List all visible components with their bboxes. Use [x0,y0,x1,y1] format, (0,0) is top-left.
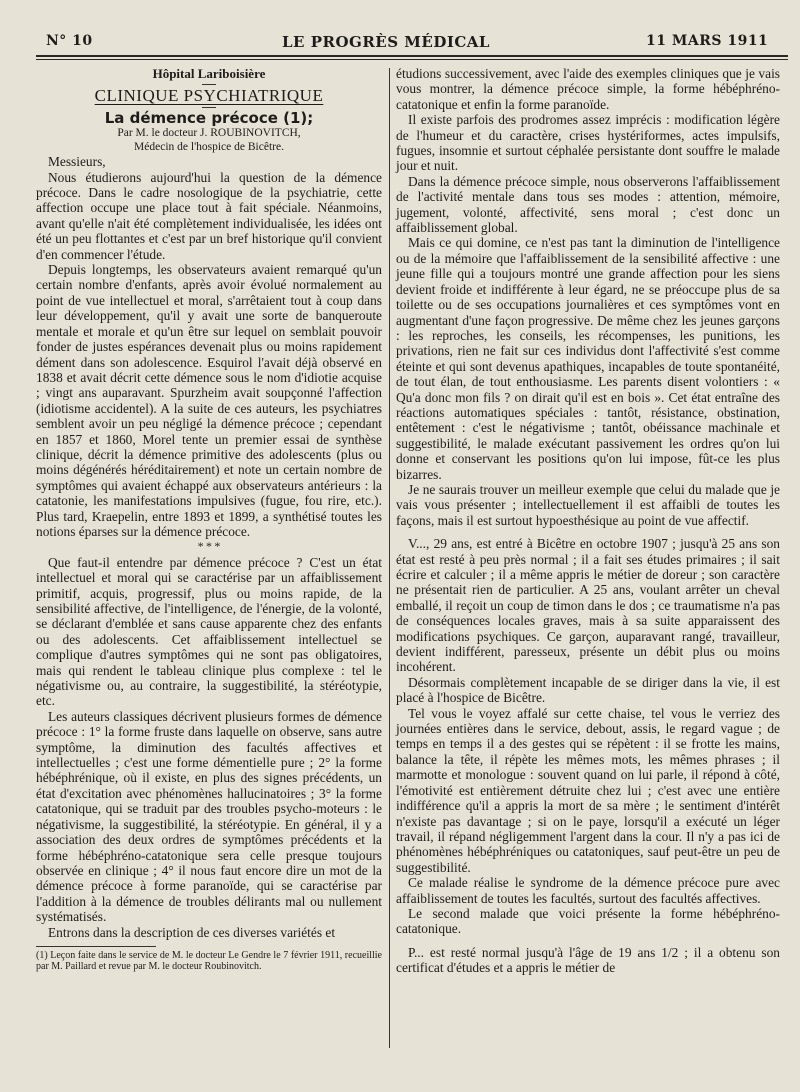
header-rule [36,55,788,57]
short-rule [202,107,216,108]
paragraph: Désormais complètement incapable de se diriger dans la vie, il est placé à l'hospice de Bicêtre. [396,674,780,706]
hospital-name: Hôpital Lariboisière [152,66,266,81]
paragraph: Les auteurs classiques décrivent plusieurs formes de démence précoce : 1° la forme fruste dans laquelle on observe, sans autre symptôme, la diminution des facultés affectives et intellectuelles ; c'est une forme démentielle pure ; 2° la forme hébéphrénique, où il existe, en plus des signes précédents, un état d'excitation avec phénomènes hallucinatoires ; 3° la forme catatonique, qui se traduit par des troubles psycho-moteurs : le négativisme, la suggestibilité, la stéréotypie. En général, il y a association des deux ordres de symptômes précédents et la forme hébéphréno-catatonique sera celle presque toujours observée en clinique ; 4° il nous faut encore dire un mot de la démence précoce à forme paranoïde, qui se caractérise par l'addition à la démence de troubles délirants mal ou nullement systématisés. [36,708,382,925]
short-rule [202,84,216,85]
section-title: CLINIQUE PSYCHIATRIQUE [94,86,324,106]
paragraph: Tel vous le voyez affalé sur cette chaise, tel vous le verriez des journées entières dans le service, debout, assis, le regard vague ; de temps en temps il a des gestes qui se répètent : il se frotte les mains, balance la tête, il répète les mêmes mots, les mêmes phrases ; il marmotte et monologue : souvent quand on lui parle, il répond à côté, l'émotivité est entièrement détruite chez lui ; c'est avec une entière indifférence qu'il a appris la mort de sa mère ; le sentiment d'intérêt n'existe pas davantage ; si on le paye, lorsqu'il a exécuté un léger travail, il répand négligemment l'argent dans la cour. Il n'y a pas ici de phénomènes hébéphréniques ou catatoniques, sauf peut-être un peu de suggestibilité. [396,705,780,875]
issue-date: 11 MARS 1911 [646,33,769,49]
section-stars: * * * [197,539,221,554]
paragraph: Entrons dans la description de ces diverses variétés et [48,924,336,940]
footnote-rule [36,946,156,947]
right-column [396,66,780,976]
article-title: La démence précoce (1); [104,108,314,127]
issue-number: N° 10 [46,33,93,49]
header-rule-thin [36,59,788,60]
salutation: Messieurs, [48,154,106,170]
paragraph: Que faut-il entendre par démence précoce ? C'est un état intellectuel et moral qui se caractérise par un affaiblissement primitif, acquis, progressif, plus ou moins rapide, de la sensibilité affective, de l'intelligence, de l'énergie, de la volonté, se déclarant d'emblée et sans cause apparente chez des enfants ou des adolescents. Cet affaiblissement intellectuel se complique d'autres symptômes qui ne sont pas obligatoires, mais qui rendent le tableau clinique plus complexe : tel le négativisme ou, au contraire, la suggestibilité, la stéréotypie, etc. [36,554,382,709]
paragraph: Le second malade que voici présente la forme hébéphréno-catatonique. [396,905,780,937]
paragraph: étudions successivement, avec l'aide des exemples cliniques que je vais vous montrer, la démence précoce simple, la forme hébéphréno-catatonique et enfin la forme paranoïde. [396,66,780,112]
paragraph: Je ne saurais trouver un meilleur exemple que celui du malade que je vais vous présenter ; intellectuellement il est affaibli de toutes les façons, mais il est surtout hypoesthésique au point de vue affectif. [396,481,780,528]
paragraph: Ce malade réalise le syndrome de la démence précoce pure avec affaiblissement de toutes les facultés, surtout des facultés affectives. [396,875,780,906]
left-column [36,66,382,973]
paragraph: Il existe parfois des prodromes assez imprécis : modification légère de l'humeur et du caractère, crises hystériformes, actes impulsifs, fugues, insomnie et surtout céphalée persistante dont souffre le malade jour et nuit. [396,112,780,174]
author-role: Médecin de l'hospice de Bicêtre. [134,141,284,154]
paragraph: Mais ce qui domine, ce n'est pas tant la diminution de l'intelligence ou de la mémoire que l'affaiblissement de la sensibilité affective : une jeune fille qui a toujours montré une grande affection pour les siens devient froide et indifférente à leur égard, ne se préoccupe plus de sa toilette ou de ses occupations journalières et ces symptômes vont en augmentant d'une façon progressive. De même chez les jeunes garçons : les reproches, les conseils, les récompenses, les punitions, les privations, rien ne fait sur ces individus dont l'affectivité s'est comme éteinte et qui sont devenus apathiques, incapables de toute spontanéité, de tout élan, de tout enthousiasme. Les parents disent volontiers : « Qu'a donc mon fils ? on dirait qu'il est en bois ». Cet état entraîne des réactions automatiques spéciales : tantôt, résistance, obstination, entêtement : c'est le négativisme ; tantôt, obéissance machinale et suggestibilité, le malade exécutant passivement les ordres qu'on lui donne et conservant les positions qu'on lui impose, fût-ce les plus bizarres. [396,235,780,482]
paragraph: Nous étudierons aujourd'hui la question de la démence précoce. Dans le cadre nosologique de la psychiatrie, cette affection occupe une place tout à fait spéciale. Néanmoins, avant qu'elle n'ait été complètement individualisée, les idées ont été un peu flottantes et c'est par un bref historique qu'il convient d'en commencer l'étude. [36,169,382,262]
journal-title: LE PROGRÈS MÉDICAL [282,33,490,51]
paragraph: P... est resté normal jusqu'à l'âge de 19 ans 1/2 ; il a obtenu son certificat d'études et a appris le métier de [396,944,780,976]
author-line: Par M. le docteur J. ROUBINOVITCH, [117,127,301,140]
column-separator [389,68,390,1048]
paragraph: V..., 29 ans, est entré à Bicêtre en octobre 1907 ; jusqu'à 25 ans son état est resté à peu près normal ; il a fait ses études primaires ; il sait écrire et calculer ; il a même appris le métier de doreur ; son caractère ne présentait rien de particulier. A 25 ans, voulant arrêter un cheval emballé, il reçoit un coup de timon dans le dos ; ce traumatisme n'a pas de conséquences locales graves, mais à sa suite apparaissent des modifications psychiques. Ce garçon, auparavant rangé, travailleur, devient indifférent, paresseux, présente un débit plus ou moins incohérent. [396,536,780,675]
footnote: (1) Leçon faite dans le service de M. le docteur Le Gendre le 7 février 1911, recueillie par M. Paillard et revue par M. le docteur Roubinovitch. [36,949,382,973]
paragraph: Dans la démence précoce simple, nous observerons l'affaiblissement de l'activité mentale dans tous ses modes : attention, mémoire, jugement, volonté, affectivité, sens moral ; c'est donc un affaiblissement global. [396,173,780,236]
paragraph: Depuis longtemps, les observateurs avaient remarqué qu'un certain nombre d'enfants, après avoir évolué normalement au point de vue intellectuel et moral, s'arrêtaient tout à coup dans leur développement, qu'il y avait une sorte de banqueroute mentale et morale et qu'un être sur lequel on semblait pouvoir fonder de justes espérances devenait plus ou moins rapidement dément dans son adolescence. Esquirol l'avait déjà observé en 1838 et avait décrit cette démence sous le nom d'idiotie acquise ; vingt ans auparavant. Spurzheim avait soupçonné l'affection (idiotisme accidentel). A la suite de ces auteurs, les psychiatres semblent avoir un peu négligé la démence précoce ; cependant en 1857 et 1860, Morel tente un premier essai de synthèse clinique, décrit la démence primitive des adolescents (plus ou moins dégénérés héréditairement) et note un certain nombre de symptômes qui avaient échappé aux observateurs antérieurs : la catatonie, les manifestations impulsives (fugue, fou rire, etc.). Plus tard, Kraepelin, entre 1893 et 1899, a synthétisé toutes les notions éparses sur la démence précoce. [36,262,382,539]
